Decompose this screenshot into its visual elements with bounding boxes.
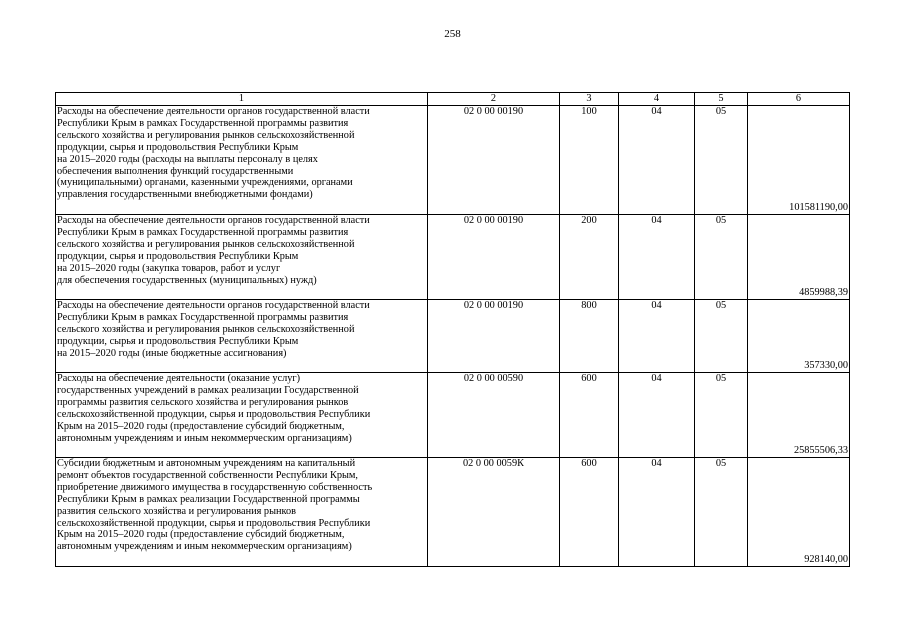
table-row [56,106,850,215]
row-code: 02 0 00 00190 [428,215,560,300]
header-col-1: 1 [56,93,428,106]
row-code: 02 0 00 0059К [428,458,560,567]
header-col-5: 5 [695,93,748,106]
row-description: Расходы на обеспечение деятельности (оказание услуг) государственных учреждений в рамках реализации Государственной программы развития сельского хозяйства и регулирования рынков сельскохозяйственной продукции, сырья и продовольствия Республики Крым на 2015–2020 годы (предоставление субсидий бюджетным, автономным учреждениям и иным некоммерческим организациям) [56,373,428,458]
row-amount: 928140,00 [748,458,850,567]
row-col3: 100 [560,106,619,215]
row-code: 02 0 00 00190 [428,300,560,373]
row-amount: 357330,00 [748,300,850,373]
row-col3: 800 [560,300,619,373]
table-row [56,300,850,373]
table-row [56,373,850,458]
row-amount: 25855506,33 [748,373,850,458]
row-col5: 05 [695,458,748,567]
row-amount: 101581190,00 [748,106,850,215]
budget-table [55,92,850,567]
page-number: 258 [444,28,461,40]
row-description: Субсидии бюджетным и автономным учреждениям на капитальный ремонт объектов государственной собственности Республики Крым, приобретение движимого имущества в государственную собственность Республики Крым в рамках реализации Государственной программы развития сельского хозяйства и регулирования рынков сельскохозяйственной продукции, сырья и продовольствия Республики Крым на 2015–2020 годы (предоставление субсидий бюджетным, автономным учреждениям и иным некоммерческим организациям) [56,458,428,567]
row-col4: 04 [619,458,695,567]
row-col5: 05 [695,215,748,300]
row-col5: 05 [695,106,748,215]
header-col-3: 3 [560,93,619,106]
row-col5: 05 [695,300,748,373]
header-row [56,93,850,106]
row-description: Расходы на обеспечение деятельности органов государственной власти Республики Крым в рамках Государственной программы развития сельского хозяйства и регулирования рынков сельскохозяйственной продукции, сырья и продовольствия Республики Крым на 2015–2020 годы (закупка товаров, работ и услуг для обеспечения государственных (муниципальных) нужд) [56,215,428,300]
header-col-2: 2 [428,93,560,106]
row-col4: 04 [619,300,695,373]
header-col-6: 6 [748,93,850,106]
row-description: Расходы на обеспечение деятельности органов государственной власти Республики Крым в рамках Государственной программы развития сельского хозяйства и регулирования рынков сельскохозяйственной продукции, сырья и продовольствия Республики Крым на 2015–2020 годы (иные бюджетные ассигнования) [56,300,428,373]
row-col4: 04 [619,106,695,215]
row-col4: 04 [619,373,695,458]
row-col4: 04 [619,215,695,300]
row-col3: 600 [560,458,619,567]
row-amount: 4859988,39 [748,215,850,300]
row-code: 02 0 00 00190 [428,106,560,215]
table-row [56,458,850,567]
header-col-4: 4 [619,93,695,106]
row-description: Расходы на обеспечение деятельности органов государственной власти Республики Крым в рамках Государственной программы развития сельского хозяйства и регулирования рынков сельскохозяйственной продукции, сырья и продовольствия Республики Крым на 2015–2020 годы (расходы на выплаты персоналу в целях обеспечения выполнения функций государственными (муниципальными) органами, казенными учреждениями, органами управления государственными внебюджетными фондами) [56,106,428,215]
row-col3: 600 [560,373,619,458]
row-col3: 200 [560,215,619,300]
row-code: 02 0 00 00590 [428,373,560,458]
row-col5: 05 [695,373,748,458]
table-row [56,215,850,300]
